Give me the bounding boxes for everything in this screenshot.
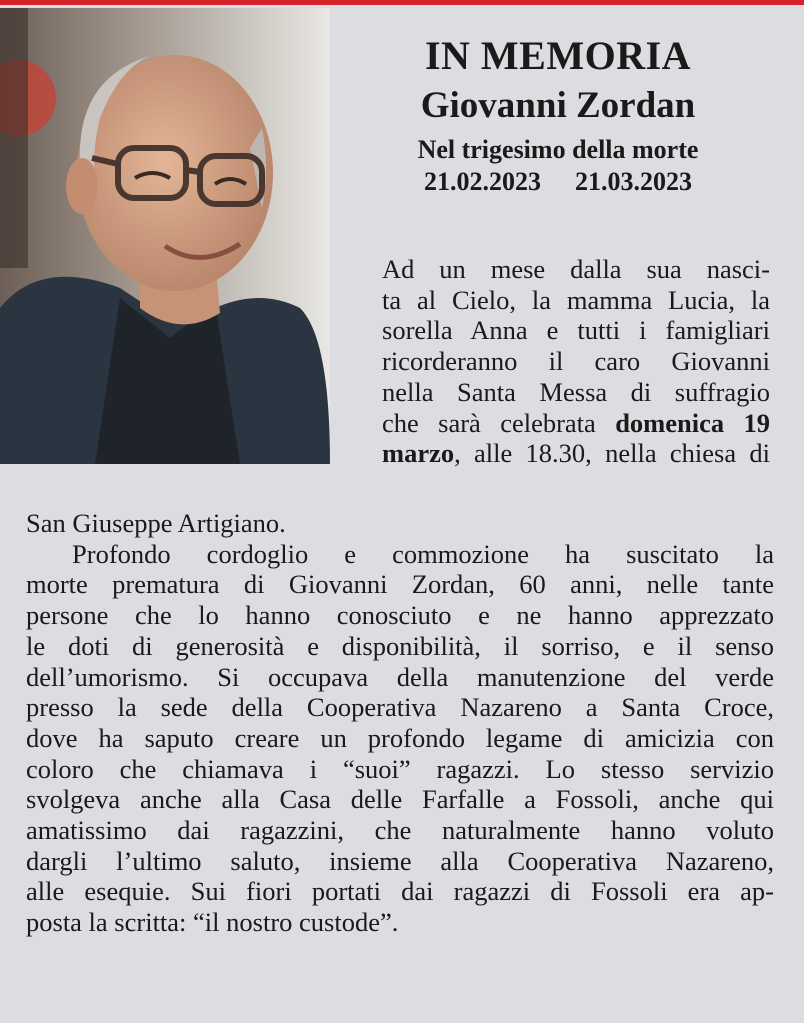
text-segment: che sarà celebrata [382,407,616,438]
header-subtitle: Nel trigesimo della morte [417,135,699,164]
text-line: dove ha saputo creare un profondo legame di amicizia con [26,722,774,753]
text-line: svolgeva anche alla Casa delle Farfalle a Fossoli, anche qui [26,784,774,815]
text-line: alle esequie. Sui fiori portati dai ragazzi di Fossoli era ap- [26,876,774,907]
text-line: morte prematura di Giovanni Zordan, 60 anni, nelle tante [26,569,774,600]
date-to: 21.03.2023 [575,167,692,196]
text-line: Ad un mese dalla sua nasci- [382,254,770,284]
text-line: ricorderanno il caro Giovanni [382,346,770,377]
text-line: presso la sede della Cooperativa Nazareno a Santa Croce, [26,692,774,723]
deceased-name: Giovanni Zordan [420,85,696,126]
header-dates [340,166,776,198]
header-title: IN MEMORIA [424,33,692,78]
date-from: 21.02.2023 [424,167,541,196]
text-line [342,438,770,469]
text-line: dargli l’ultimo saluto, insieme alla Cooperativa Nazareno, [26,845,774,876]
obituary-body [26,508,774,938]
text-line: coloro che chiamava i “suoi” ragazzi. Lo stesso servizio [26,753,774,784]
portrait-photo [0,8,330,464]
text-line: ta al Cielo, la mamma Lucia, la [382,284,770,315]
text-line: nella Santa Messa di suffragio [382,376,770,407]
text-line: sorella Anna e tutti i famigliari [382,315,770,346]
text-line: le doti di generosità e disponibilità, il sorriso, e il senso [26,630,774,661]
text-line: dell’umorismo. Si occupava della manutenzione del verde [26,661,774,692]
text-line: posta la scritta: “il nostro custode”. [26,907,399,938]
mass-date-bold: domenica 19 [615,407,771,438]
top-red-rule [0,0,804,5]
text-line [342,408,770,439]
text-line: Profondo cordoglio e commozione ha suscitato la [72,538,774,569]
text-line: persone che lo hanno conosciuto e ne hanno apprezzato [26,600,774,631]
text-line: San Giuseppe Artigiano. [26,508,286,538]
text-line: amatissimo dai ragazzini, che naturalmente hanno voluto [26,815,774,846]
mass-announcement-paragraph [342,254,770,469]
obituary-header [340,32,776,198]
mass-month-bold: marzo [382,438,455,469]
text-segment: , alle 18.30, nella chiesa di [454,438,770,469]
